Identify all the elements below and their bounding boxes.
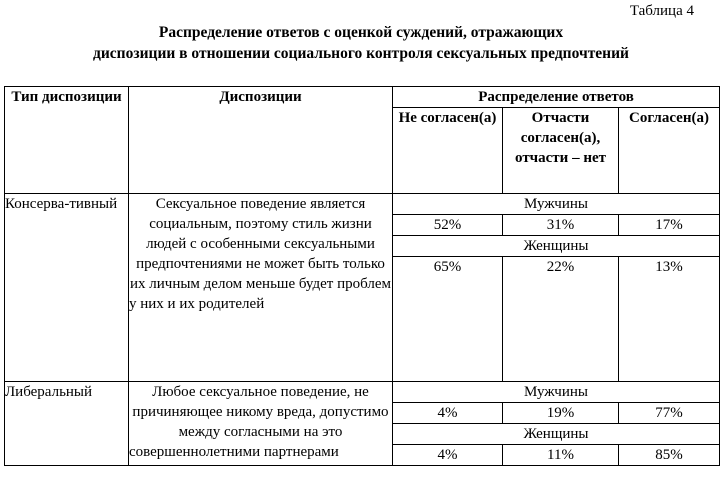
table-title-line-2: диспозиции в отношении социального контроля сексуальных предпочтений	[93, 45, 629, 62]
header-disagree: Не согласен(а)	[393, 108, 503, 194]
cell-value: 31%	[503, 215, 619, 236]
row-disposition-liberal: Любое сексуальное поведение, не причиняющее никому вреда, допустимо между согласными на это совершеннолетними партнерами	[129, 382, 393, 466]
women-label: Женщины	[393, 236, 720, 257]
cell-value: 17%	[619, 215, 720, 236]
cell-value: 11%	[503, 445, 619, 466]
cell-value: 13%	[619, 257, 720, 382]
row-disposition-conservative: Сексуальное поведение является социальным, поэтому стиль жизни людей с особенными сексуальными предпочтениями не может быть только их личным делом меньше будет проблем у них и их родителей	[129, 194, 393, 382]
cell-value: 85%	[619, 445, 720, 466]
header-type: Тип диспозиции	[5, 87, 129, 194]
men-label: Мужчины	[393, 194, 720, 215]
table-title-line-1: Распределение ответов с оценкой суждений, отражающих	[158, 24, 564, 41]
row-type-conservative: Консерва-тивный	[5, 194, 129, 382]
cell-value: 4%	[393, 403, 503, 424]
cell-value: 22%	[503, 257, 619, 382]
cell-value: 65%	[393, 257, 503, 382]
men-label: Мужчины	[393, 382, 720, 403]
cell-value: 19%	[503, 403, 619, 424]
header-disposition: Диспозиции	[129, 87, 393, 194]
row-type-liberal: Либеральный	[5, 382, 129, 466]
header-partly: Отчасти согласен(а), отчасти – нет	[503, 108, 619, 194]
cell-value: 77%	[619, 403, 720, 424]
cell-value: 4%	[393, 445, 503, 466]
table-number-label: Таблица 4	[629, 3, 694, 19]
header-distribution: Распределение ответов	[393, 87, 720, 108]
women-label: Женщины	[393, 424, 720, 445]
header-agree: Согласен(а)	[619, 108, 720, 194]
responses-table	[4, 86, 720, 466]
cell-value: 52%	[393, 215, 503, 236]
